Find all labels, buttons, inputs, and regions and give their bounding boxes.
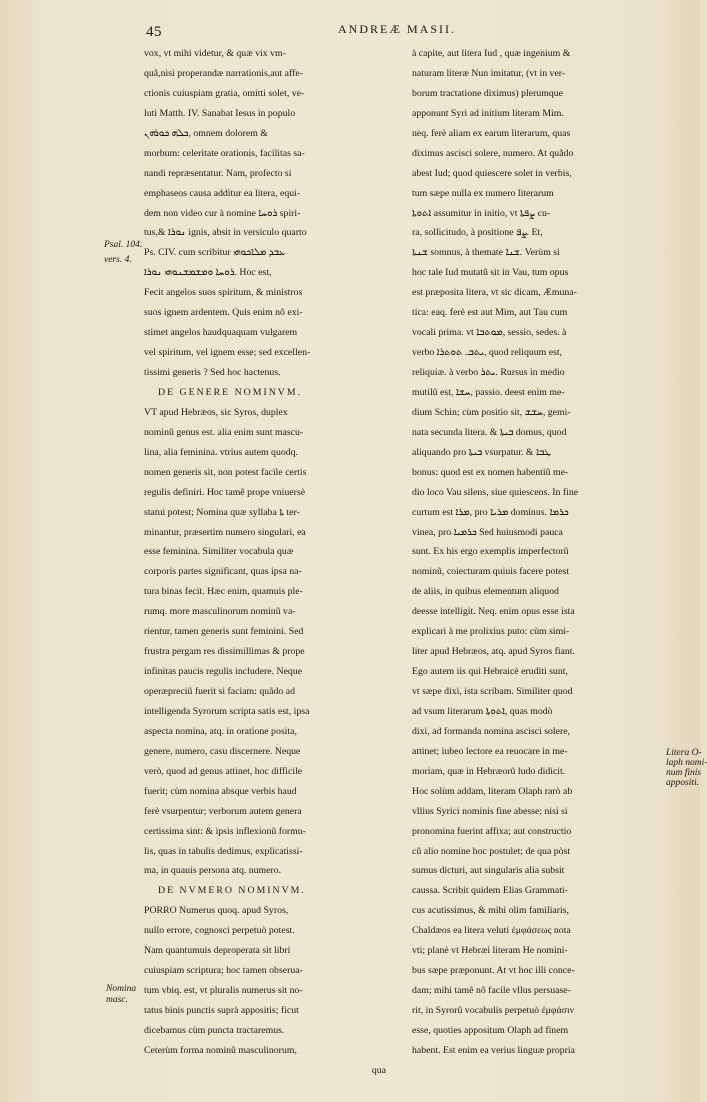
left-column-line: stimet angelos haudquaquam vulgarem: [144, 327, 298, 339]
right-column-line: apponunt Syri ad initium literam Mim.: [412, 107, 564, 119]
right-column-line: deesse intelligit. Neq. enim opus esse ista: [412, 606, 575, 618]
left-column-line: tus,& ܢܘܪܐ ignis, absit in versiculo quarto: [144, 227, 307, 239]
left-column-line: tatus binis punctis suprà appositis; ficut: [144, 1005, 299, 1016]
right-column-line: dam; mihi tamẽ nõ facile vllus persuase-: [412, 985, 571, 997]
right-column-line: explicari à me prolixius puto: cùm simi-: [412, 626, 570, 638]
left-column-line: quã,nisi properandæ narrationis,aut affe-: [144, 67, 303, 79]
left-column-line: nandi repræsentatur. Nam, profecto si: [144, 167, 292, 179]
left-column-line: DE GENERE NOMINVM.: [158, 386, 303, 398]
right-column-line: abest Iud; quod quiescere solet in verbis,: [412, 167, 572, 179]
margin-note-bottom-2: masc.: [106, 995, 128, 1005]
left-column-line: ferè vsurpentur; verborum autem genera: [144, 805, 302, 817]
right-column-line: sumus dicturi, aut singularis alia subsit: [412, 865, 565, 877]
left-column-line: ܟܠܗ ܟܘܪܗܢ, omnem dolorem &: [144, 127, 268, 139]
left-column-line: genere, numero, casu discernere. Neque: [144, 745, 301, 757]
right-column-line: vinea, pro ܟܪܡܝܐ Sed huiusmodi pauca: [412, 526, 563, 538]
left-column-line: lina, alia feminina. vtrius autem quodq.: [144, 446, 298, 458]
right-column-line: vocali prima. vt ܡܘܬܒܐ, sessio, sedes. à: [412, 327, 567, 339]
margin-note-psalm-ref: Psal. 104.: [104, 240, 143, 250]
right-column-line: rit, in Syrorũ vocabulis perpetuò ἐμφάσιν: [412, 1005, 575, 1016]
left-column-line: aspecta nomina, atq. in oratione posita,: [144, 725, 297, 737]
left-column-line: operæpreciũ fuerit si faciam: quãdo ad: [144, 686, 295, 697]
left-column-line: VT apud Hebræos, sic Syros, duplex: [144, 406, 288, 418]
right-column: [412, 44, 680, 1061]
left-column-line: infinitas paucis regulis includere. Neque: [144, 666, 303, 678]
right-column-line: nata secunda litera. & ܒܝܬܐ domus, quod: [412, 426, 567, 438]
right-column-line: cũ alio nomine hoc postulet; de qua pòst: [412, 845, 571, 857]
left-column-line: esse feminina. Similiter vocabula quæ: [144, 546, 294, 558]
left-column-line: verò, quod ad genus attinet, hoc difficile: [144, 765, 303, 777]
right-column-line: mutilũ est, ܚܫܐ, passio. deest enim me-: [412, 386, 565, 398]
left-column-line: intelligenda Syrorum scripta satis est, ipsa: [144, 705, 310, 717]
right-column-line: sunt. Ex his ergo exemplis imperfectorũ: [412, 546, 569, 558]
left-column-line: fuerit; cùm nomina absque verbis haud: [144, 785, 297, 797]
left-column-line: certissima sint: & ipsis inflexionũ formu-: [144, 825, 306, 837]
right-column-line: moriam, quæ in Hebræorũ ludo didicit.: [412, 765, 566, 777]
right-column-line: ܐܬܘܬܐ assumitur in initio, vt ܨܦܬܐ cu-: [412, 207, 551, 219]
right-column-line: diximus ascisci solere, numero. At quãdo: [412, 147, 574, 159]
right-column-line: borum tractatione diximus) plerumque: [412, 87, 563, 99]
left-column-line: corporis partes significant, quas ipsa na-: [144, 566, 302, 578]
right-column-line: bus sæpe præponunt. At vt hoc illi conce-: [412, 965, 575, 977]
right-column-line: Chaldæos ea litera veluti ἐμφάσεως nota: [412, 925, 571, 937]
left-column-line: Ceterùm forma nominũ masculinorum,: [144, 1044, 297, 1056]
right-column-line: caussa. Scribit quidem Elias Grammati-: [412, 885, 568, 897]
left-column-line: DE NVMERO NOMINVM.: [158, 885, 306, 897]
margin-note-right-4: appositi.: [666, 778, 699, 788]
right-column-line: est præposita litera, vt sic dicam, Æmuna-: [412, 287, 577, 299]
left-column-line: dem non video cur à nomine ܪܘܚܐ spiri-: [144, 207, 301, 219]
left-column-line: tissimi generis ? Sed hoc hactenus.: [144, 367, 281, 378]
margin-note-verse-ref: vers. 4.: [104, 255, 132, 265]
left-column-line: frustra pergam res dissimillimas & prope: [144, 646, 305, 658]
margin-note-bottom-1: Nomina: [106, 984, 137, 994]
right-column-line: cus acutissimus, & mihi olim familiaris,: [412, 905, 570, 917]
left-column-line: nominũ genus est. alia enim sunt mascu-: [144, 426, 304, 438]
left-column-line: emphaseos causa additur ea litera, equi-: [144, 187, 301, 199]
right-column-line: naturam literæ Nun imitatur, (vt in ver-: [412, 67, 566, 79]
left-column-line: morbum: celeritate orationis, facilitas sa-: [144, 147, 305, 159]
margin-note-right-2: laph nomi-: [666, 758, 707, 768]
right-column-line: nominũ, coiecturam quiuis facere potest: [412, 566, 569, 578]
left-column-line: statui potest; Nomina quæ syllaba ܬܐ ter-: [144, 506, 300, 518]
right-column-line: Ego autem iis qui Hebraicè eruditi sunt,: [412, 666, 568, 678]
right-column-line: bonus: quod est ex nomen habentiũ me-: [412, 466, 569, 478]
left-column-line: nullo errore, cognosci perpetuò potest.: [144, 925, 295, 937]
left-column-line: minantur, præsertim numero singulari, ea: [144, 526, 306, 538]
right-column-line: ra, sollicitudo, à positione ܨܦ. Et,: [412, 227, 543, 239]
right-column-line: attinet; iubeo lectore ea reuocare in me-: [412, 745, 568, 757]
margin-note-right-1: Litera O-: [666, 748, 702, 758]
right-column-line: habent. Est enim ea verius linguæ propria: [412, 1044, 575, 1056]
left-column-line: rientur, tamen generis sunt feminini. Sed: [144, 626, 304, 638]
right-column-line: tum sæpe nulla ex numero literarum: [412, 187, 554, 199]
left-column-line: tum vbiq. est, vt pluralis numerus sit no-: [144, 985, 303, 997]
right-column-line: dium Schin; cùm positio sit, ܚܫܫ, gemi-: [412, 406, 571, 418]
right-column-line: verbo ܝܬܒ. ܬܘܬܪܐ, quod reliquum est,: [412, 347, 563, 359]
left-column-line: PORRO Numerus quoq. apud Syros,: [144, 905, 289, 917]
right-column-line: dio loco Vau silens, siue quiescens. In fine: [412, 486, 579, 498]
left-column-line: dicebamus cùm puncta tractaremus.: [144, 1024, 285, 1036]
left-column-line: Nam quantumuis deproperata sit libri: [144, 945, 291, 957]
right-column-line: aliquando pro ܒܝܬܐ vsurpatur. & ܛܒܐ: [412, 446, 551, 458]
right-column-line: ܫܢܬܐ somnus, à themate ܫܢܐ. Verùm si: [412, 247, 560, 259]
left-column-line: Ps. CIV. cum scribitur ܥܒܕ ܡܠܐܟܘܗܝ: [144, 247, 286, 259]
left-column-line: qua: [371, 1064, 386, 1076]
right-column-line: vti; planè vt Hebræi literam He nomini-: [412, 945, 568, 957]
right-column-line: reliquiæ. à verbo ܝܬܪ. Rursus in medio: [412, 367, 565, 378]
left-column-line: suos ignem ardentem. Quis enim nõ exi-: [144, 307, 303, 319]
left-column-line: ctionis cuiuspiam gratia, omitti solet, ve-: [144, 87, 305, 99]
left-column-line: nomen generis sit, non potest facile certis: [144, 466, 307, 478]
right-column-line: de aliis, in quibus elementum aliquod: [412, 586, 559, 598]
right-column-line: ad vsum literarum ܐܬܘܬܐ, quas modò: [412, 705, 553, 717]
right-column-line: pronomina fuerint affixa; aut constructio: [412, 825, 572, 837]
right-column-line: curtum est ܡܪܐ, pro ܡܪܝܐ dominus. ܟܪܡܐ: [412, 506, 569, 518]
left-column-line: regulis definiri. Hoc tamẽ prope vniuersè: [144, 486, 306, 498]
left-column-line: lis, quas in tabulis dedimus, explicatissi-: [144, 845, 303, 857]
right-column-line: à capite, aut litera Iud , quæ ingenium &: [412, 48, 571, 59]
left-column-line: cuiuspiam scriptura; hoc tamen obserua-: [144, 965, 303, 977]
left-column-line: vox, vt mihi videtur, & quæ vix vm-: [144, 48, 286, 59]
right-column-line: tica: eaq. ferè est aut Mim, aut Tau cum: [412, 307, 568, 319]
running-head: ANDREÆ MASII.: [338, 22, 457, 36]
right-column-line: dixi, ad formanda nomina ascisci solere,: [412, 725, 571, 737]
right-column-line: neq. ferè aliam ex earum literarum, quas: [412, 127, 571, 139]
right-column-line: Hoc solùm addam, literam Olaph rarò ab: [412, 785, 573, 797]
page-number: 45: [146, 24, 162, 40]
left-column-line: rumq. more masculinorum nominũ va-: [144, 606, 296, 618]
margin-note-right-3: num finis: [666, 768, 702, 778]
left-column-line: Fecit angelos suos spiritum, & ministros: [144, 287, 303, 299]
right-column-line: liter apud Hebræos, atq. apud Syros fiant.: [412, 646, 575, 658]
right-column-line: vt sæpe dixi, ista scribam. Similiter quod: [412, 686, 573, 697]
right-column-line: esse, quoties appositum Olaph ad finem: [412, 1024, 569, 1036]
left-column: [144, 44, 412, 1081]
left-column-line: luti Matth. IV. Sanabat Iesus in populo: [144, 107, 296, 119]
right-column-line: vllius Syrici nominis fine abesse; nisi si: [412, 805, 568, 817]
right-column-line: hoc tale Iud mutatũ sit in Vau, tum opus: [412, 267, 569, 279]
left-column-line: tura binas fecit. Hæc enim, quamuis ple-: [144, 586, 303, 598]
left-column-line: ma, in quauis persona atq. numero.: [144, 865, 282, 877]
left-column-line: vel spiritum, vel ignem esse; sed excellen-: [144, 347, 311, 359]
left-column-line: ܪܘܚܐ ܘܡܫܡܫܢܘܗܝ ܢܘܪܐ. Hoc est,: [144, 267, 272, 279]
